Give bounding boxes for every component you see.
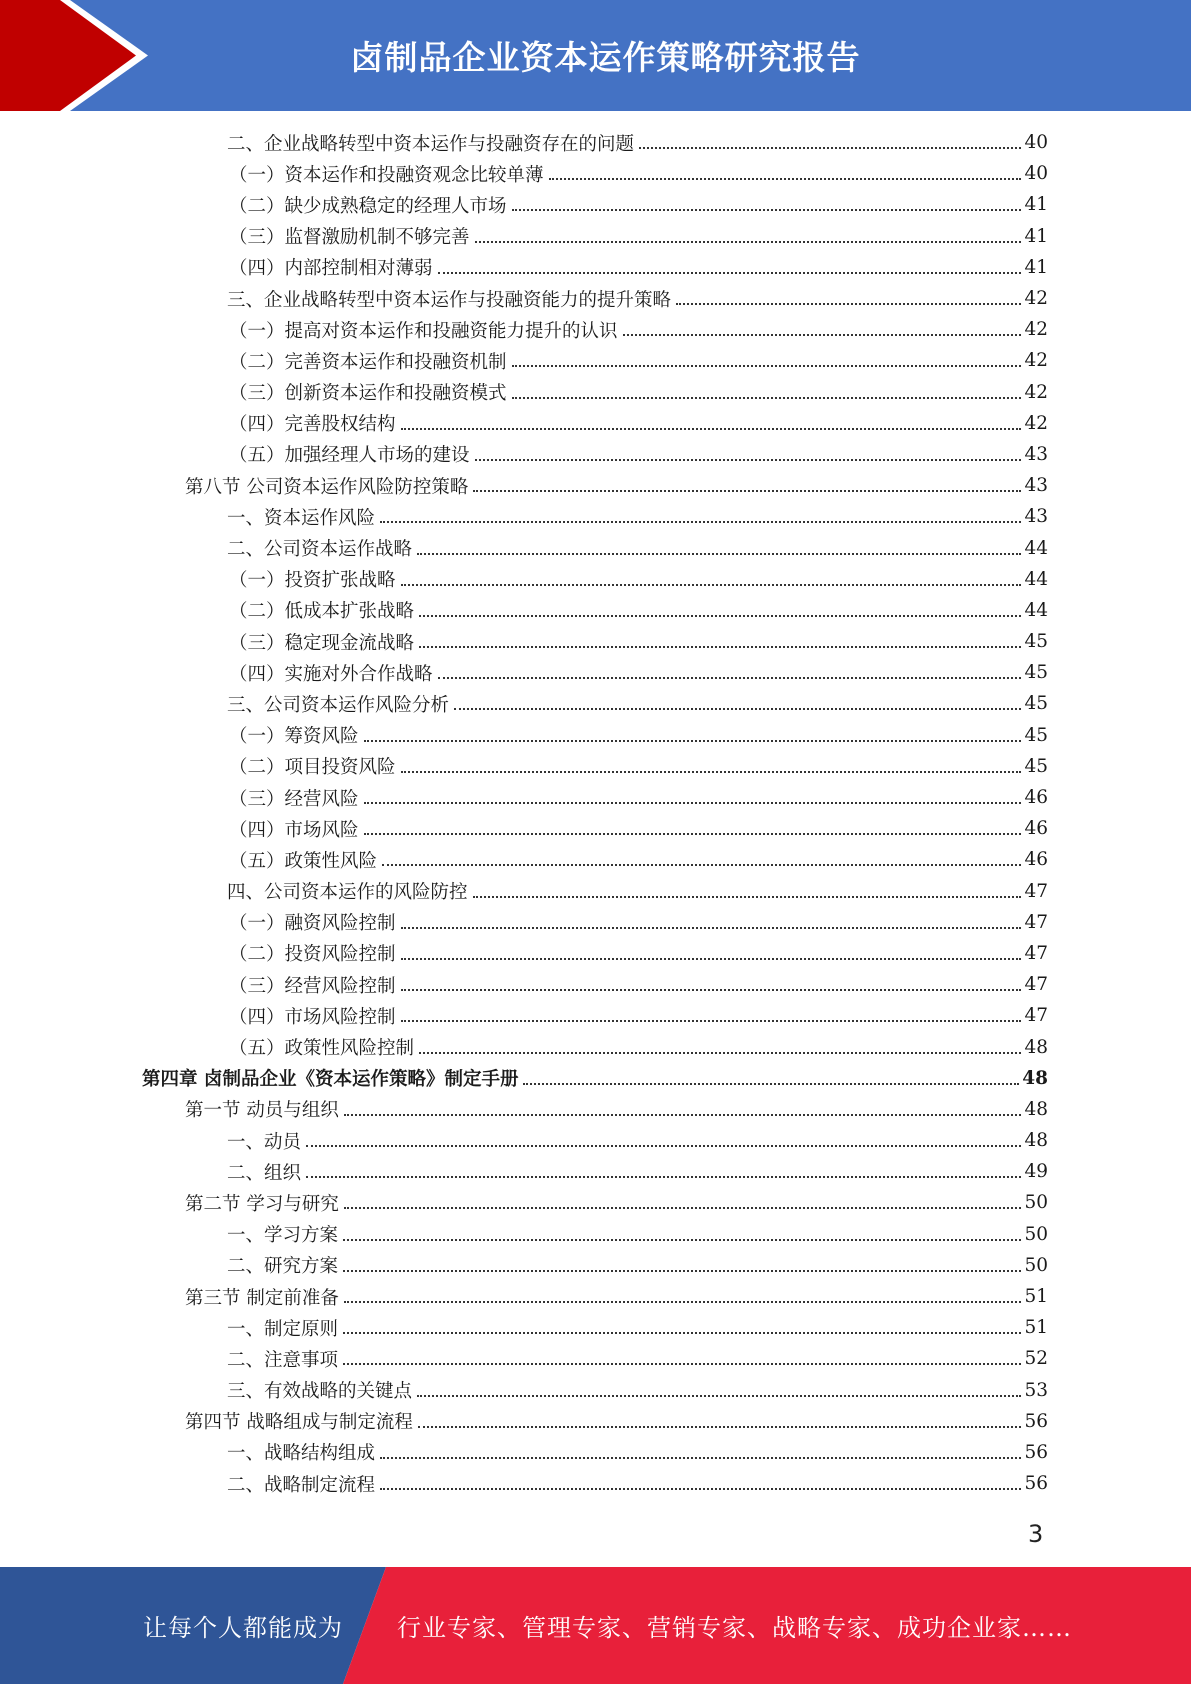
toc-entry-page: 47 [1024, 1005, 1048, 1027]
toc-entry-page: 43 [1024, 443, 1048, 465]
toc-entry-page: 44 [1024, 599, 1048, 621]
toc-entry[interactable] [0, 969, 1048, 1000]
toc-entry-label: （三）监督激励机制不够完善 [229, 227, 470, 249]
toc-entry-page: 42 [1024, 288, 1048, 310]
toc-dot-leader [639, 146, 1021, 149]
toc-dot-leader [306, 1144, 1021, 1147]
toc-dot-leader [473, 895, 1022, 898]
toc-entry-label: 二、战略制定流程 [227, 1474, 376, 1496]
toc-dot-leader [512, 364, 1022, 367]
toc-entry-label: （三）经营风险控制 [229, 975, 396, 997]
toc-entry-label: 第二节 学习与研究 [185, 1193, 339, 1215]
toc-dot-leader [364, 832, 1022, 835]
toc-entry-page: 42 [1024, 319, 1048, 341]
toc-dot-leader [380, 520, 1021, 523]
toc-entry-label: 二、公司资本运作战略 [227, 539, 413, 561]
toc-entry-label: （五）政策性风险控制 [229, 1038, 415, 1060]
toc-dot-leader [343, 1238, 1021, 1241]
toc-entry-label: （三）创新资本运作和投融资模式 [229, 383, 507, 405]
toc-entry[interactable] [0, 1343, 1048, 1374]
toc-entry[interactable] [0, 1000, 1048, 1031]
toc-entry-label: （一）融资风险控制 [229, 913, 396, 935]
toc-entry[interactable] [0, 1063, 1048, 1094]
toc-entry-label: （二）低成本扩张战略 [229, 601, 415, 623]
toc-entry-label: （一）投资扩张战略 [229, 570, 396, 592]
toc-entry-page: 51 [1024, 1286, 1048, 1308]
toc-dot-leader [623, 333, 1022, 336]
toc-entry[interactable] [0, 1437, 1048, 1468]
toc-entry-page: 41 [1024, 256, 1048, 278]
toc-entry-label: （二）缺少成熟稳定的经理人市场 [229, 195, 507, 217]
toc-entry-page: 47 [1024, 911, 1048, 933]
toc-entry-label: （三）经营风险 [229, 788, 359, 810]
toc-entry-page: 56 [1024, 1410, 1048, 1432]
toc-entry-page: 45 [1024, 662, 1048, 684]
toc-entry[interactable] [0, 439, 1048, 470]
toc-dot-leader [512, 396, 1022, 399]
toc-entry-label: 一、学习方案 [227, 1225, 339, 1247]
toc-entry-label: （一）资本运作和投融资观念比较单薄 [229, 164, 544, 186]
toc-entry-page: 48 [1024, 1036, 1048, 1058]
toc-entry-page: 42 [1024, 412, 1048, 434]
toc-dot-leader [401, 957, 1022, 960]
toc-dot-leader [380, 1456, 1021, 1459]
toc-entry-page: 40 [1024, 132, 1048, 154]
toc-entry[interactable] [0, 189, 1048, 220]
toc-entry[interactable] [0, 283, 1048, 314]
toc-entry-label: 二、注意事项 [227, 1349, 339, 1371]
toc-entry-page: 48 [1024, 1130, 1048, 1152]
toc-entry-label: 一、资本运作风险 [227, 507, 376, 529]
toc-entry[interactable] [0, 1125, 1048, 1156]
footer-slogan-right: 行业专家、管理专家、营销专家、战略专家、成功企业家…… [397, 1614, 1072, 1642]
toc-entry-page: 42 [1024, 381, 1048, 403]
toc-entry[interactable] [0, 501, 1048, 532]
toc-dot-leader [418, 1425, 1022, 1428]
toc-entry-page: 45 [1024, 631, 1048, 653]
toc-dot-leader [344, 1300, 1022, 1303]
toc-entry-label: （二）完善资本运作和投融资机制 [229, 351, 507, 373]
toc-dot-leader [401, 988, 1022, 991]
toc-entry[interactable] [0, 907, 1048, 938]
toc-entry-label: 二、研究方案 [227, 1256, 339, 1278]
toc-dot-leader [343, 1362, 1021, 1365]
toc-entry[interactable] [0, 1219, 1048, 1250]
toc-dot-leader [306, 1175, 1021, 1178]
page-header [0, 0, 1191, 111]
toc-entry[interactable] [0, 844, 1048, 875]
toc-entry-page: 43 [1024, 506, 1048, 528]
toc-entry-page: 45 [1024, 755, 1048, 777]
toc-entry-page: 41 [1024, 194, 1048, 216]
toc-entry[interactable] [0, 1187, 1048, 1218]
toc-entry-label: （四）市场风险控制 [229, 1006, 396, 1028]
toc-entry-page: 47 [1024, 974, 1048, 996]
toc-entry-page: 50 [1024, 1223, 1048, 1245]
toc-entry[interactable] [0, 626, 1048, 657]
report-title: 卤制品企业资本运作策略研究报告 [350, 38, 861, 77]
toc-entry[interactable] [0, 1375, 1048, 1406]
toc-entry-page: 45 [1024, 693, 1048, 715]
toc-dot-leader [419, 645, 1021, 648]
toc-entry[interactable] [0, 408, 1048, 439]
toc-entry-page: 44 [1024, 568, 1048, 590]
toc-entry[interactable] [0, 377, 1048, 408]
toc-entry[interactable] [0, 876, 1048, 907]
toc-dot-leader [419, 614, 1021, 617]
toc-entry-page: 46 [1024, 818, 1048, 840]
toc-entry[interactable] [0, 158, 1048, 189]
toc-entry[interactable] [0, 595, 1048, 626]
toc-entry-label: 三、公司资本运作风险分析 [227, 694, 450, 716]
toc-dot-leader [401, 583, 1022, 586]
table-of-contents [0, 127, 1191, 1499]
toc-entry[interactable] [0, 564, 1048, 595]
toc-entry-label: 第三节 制定前准备 [185, 1287, 339, 1309]
toc-dot-leader [438, 271, 1022, 274]
toc-entry-page: 45 [1024, 724, 1048, 746]
toc-entry-page: 41 [1024, 225, 1048, 247]
toc-dot-leader [344, 1113, 1022, 1116]
toc-entry[interactable] [0, 1281, 1048, 1312]
toc-entry[interactable] [0, 1250, 1048, 1281]
toc-entry[interactable] [0, 127, 1048, 158]
footer-slogan-left: 让每个人都能成为 [143, 1614, 343, 1642]
toc-entry[interactable] [0, 1406, 1048, 1437]
toc-entry[interactable] [0, 1468, 1048, 1499]
toc-entry-label: 一、动员 [227, 1131, 302, 1153]
toc-entry-page: 56 [1024, 1473, 1048, 1495]
toc-entry-label: 二、组织 [227, 1162, 302, 1184]
toc-entry[interactable] [0, 252, 1048, 283]
toc-entry-label: （二）投资风险控制 [229, 944, 396, 966]
toc-entry-page: 50 [1024, 1192, 1048, 1214]
toc-entry[interactable] [0, 657, 1048, 688]
toc-dot-leader [523, 1082, 1019, 1085]
toc-entry[interactable] [0, 1312, 1048, 1343]
toc-dot-leader [417, 552, 1021, 555]
toc-entry[interactable] [0, 688, 1048, 719]
toc-dot-leader [454, 707, 1021, 710]
toc-entry-label: （二）项目投资风险 [229, 757, 396, 779]
toc-dot-leader [401, 427, 1022, 430]
toc-dot-leader [512, 208, 1022, 211]
toc-entry[interactable] [0, 1031, 1048, 1062]
toc-entry[interactable] [0, 782, 1048, 813]
toc-entry[interactable] [0, 532, 1048, 563]
toc-entry-label: （一）筹资风险 [229, 726, 359, 748]
toc-entry-label: （三）稳定现金流战略 [229, 632, 415, 654]
toc-entry-page: 42 [1024, 350, 1048, 372]
toc-dot-leader [364, 801, 1022, 804]
toc-entry-label: （五）政策性风险 [229, 850, 378, 872]
toc-entry-label: 第一节 动员与组织 [185, 1100, 339, 1122]
toc-entry[interactable] [0, 221, 1048, 252]
toc-entry-page: 47 [1024, 942, 1048, 964]
toc-dot-leader [364, 739, 1022, 742]
toc-entry-label: 三、有效战略的关键点 [227, 1381, 413, 1403]
toc-entry-page: 46 [1024, 849, 1048, 871]
toc-dot-leader [438, 676, 1022, 679]
toc-dot-leader [401, 1019, 1022, 1022]
toc-dot-leader [343, 1269, 1021, 1272]
toc-entry-label: 四、公司资本运作的风险防控 [227, 882, 468, 904]
toc-entry-label: （四）完善股权结构 [229, 414, 396, 436]
toc-entry[interactable] [0, 813, 1048, 844]
toc-entry-page: 40 [1024, 163, 1048, 185]
toc-dot-leader [344, 1206, 1022, 1209]
toc-entry[interactable] [0, 1094, 1048, 1125]
toc-entry-label: 一、制定原则 [227, 1318, 339, 1340]
toc-entry-page: 44 [1024, 537, 1048, 559]
toc-entry-page: 48 [1024, 1098, 1048, 1120]
toc-entry[interactable] [0, 751, 1048, 782]
toc-entry[interactable] [0, 1156, 1048, 1187]
toc-entry-page: 47 [1024, 880, 1048, 902]
toc-entry-page: 43 [1024, 475, 1048, 497]
toc-dot-leader [401, 926, 1022, 929]
toc-dot-leader [549, 177, 1022, 180]
toc-entry-label: 一、战略结构组成 [227, 1443, 376, 1465]
toc-entry-label: 第四章 卤制品企业《资本运作策略》制定手册 [142, 1069, 519, 1091]
toc-entry-label: （四）内部控制相对薄弱 [229, 258, 433, 280]
toc-entry-page: 53 [1024, 1379, 1048, 1401]
toc-entry-label: 三、企业战略转型中资本运作与投融资能力的提升策略 [227, 289, 672, 311]
toc-dot-leader [475, 240, 1022, 243]
toc-entry-label: 第八节 公司资本运作风险防控策略 [185, 476, 469, 498]
toc-entry-label: （四）市场风险 [229, 819, 359, 841]
toc-dot-leader [676, 302, 1021, 305]
toc-entry[interactable] [0, 470, 1048, 501]
toc-entry-label: 二、企业战略转型中资本运作与投融资存在的问题 [227, 133, 635, 155]
toc-entry[interactable] [0, 345, 1048, 376]
toc-entry-page: 49 [1024, 1161, 1048, 1183]
toc-entry-label: （五）加强经理人市场的建设 [229, 445, 470, 467]
toc-dot-leader [380, 1487, 1021, 1490]
toc-entry-label: 第四节 战略组成与制定流程 [185, 1412, 413, 1434]
toc-dot-leader [475, 458, 1022, 461]
toc-entry-page: 50 [1024, 1254, 1048, 1276]
toc-entry-page: 48 [1022, 1067, 1048, 1089]
toc-dot-leader [419, 1051, 1021, 1054]
toc-dot-leader [401, 770, 1022, 773]
toc-entry-page: 52 [1024, 1348, 1048, 1370]
toc-dot-leader [343, 1331, 1021, 1334]
toc-dot-leader [382, 863, 1021, 866]
toc-dot-leader [417, 1394, 1021, 1397]
toc-entry-label: （一）提高对资本运作和投融资能力提升的认识 [229, 320, 618, 342]
toc-entry[interactable] [0, 720, 1048, 751]
toc-entry-label: （四）实施对外合作战略 [229, 663, 433, 685]
toc-entry-page: 46 [1024, 787, 1048, 809]
toc-entry-page: 51 [1024, 1317, 1048, 1339]
page-number: 3 [1028, 1520, 1044, 1548]
toc-entry[interactable] [0, 938, 1048, 969]
toc-entry-page: 56 [1024, 1441, 1048, 1463]
toc-dot-leader [473, 489, 1021, 492]
toc-entry[interactable] [0, 314, 1048, 345]
page-footer [0, 1567, 1191, 1684]
